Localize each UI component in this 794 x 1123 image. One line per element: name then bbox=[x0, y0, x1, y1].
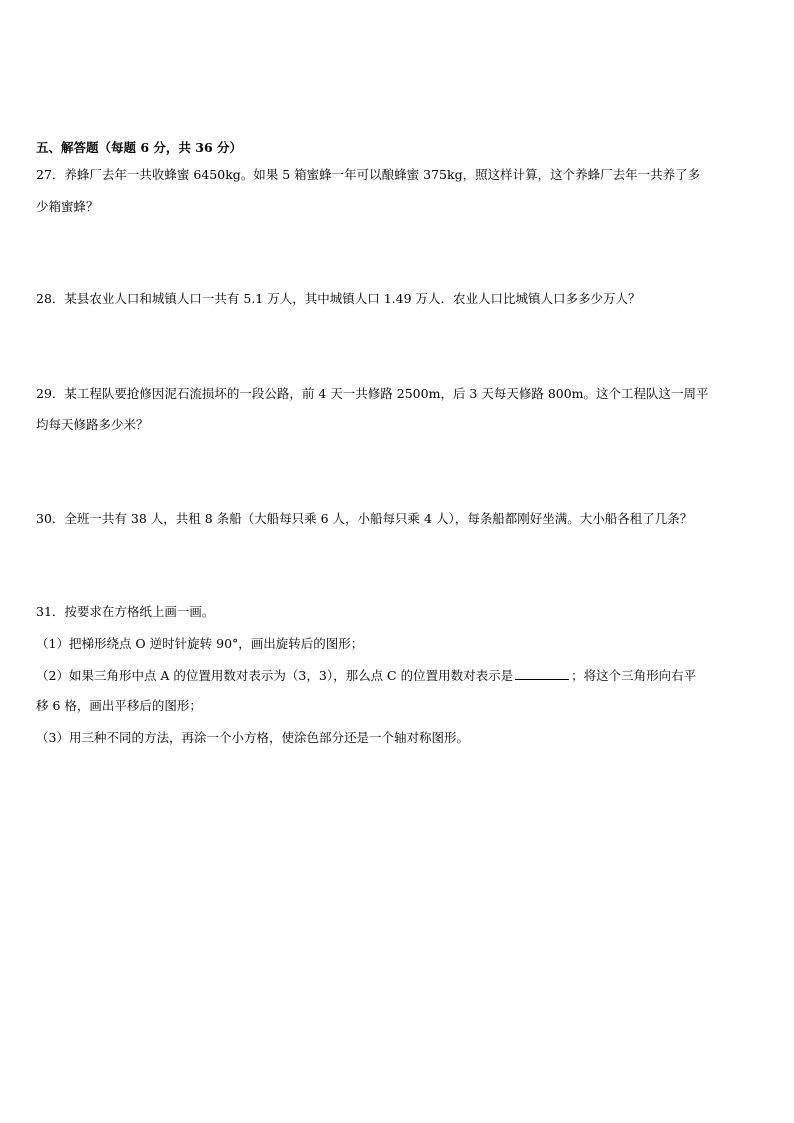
question-29-line-1: 29．某工程队要抢修因泥石流损坏的一段公路，前 4 天一共修路 2500m，后 3 天每天修路 800m。这个工程队这一周平 bbox=[36, 386, 709, 401]
question-28-line-1: 28．某县农业人口和城镇人口一共有 5.1 万人，其中城镇人口 1.49 万人．农业人口比城镇人口多多少万人？ bbox=[36, 291, 641, 306]
question-27-line-1: 27．养蜂厂去年一共收蜂蜜 6450kg。如果 5 箱蜜蜂一年可以酿蜂蜜 375kg，照这样计算，这个养蜂厂去年一共养了多 bbox=[36, 167, 701, 182]
question-31-sub-1: （1）把梯形绕点 O 逆时针旋转 90°，画出旋转后的图形； bbox=[36, 636, 364, 651]
question-31-sub-3: （3）用三种不同的方法，再涂一个小方格，使涂色部分还是一个轴对称图形。 bbox=[36, 730, 469, 745]
question-27-line-2: 少箱蜜蜂？ bbox=[36, 199, 99, 214]
question-31-sub-2-line-2: 移 6 格，画出平移后的图形； bbox=[36, 698, 202, 713]
question-31-sub-2 bbox=[36, 667, 696, 683]
question-29-line-2: 均每天修路多少米？ bbox=[36, 417, 149, 432]
question-31-sub-2-text-b: ；将这个三角形向右平 bbox=[571, 668, 697, 683]
question-31-sub-2-text-a: （2）如果三角形中点 A 的位置用数对表示为（3，3），那么点 C 的位置用数对表示是 bbox=[36, 668, 514, 683]
question-31-title: 31．按要求在方格纸上画一画。 bbox=[36, 604, 215, 619]
question-30-line-1: 30．全班一共有 38 人，共租 8 条船（大船每只乘 6 人，小船每只乘 4 人），每条船都刚好坐满。大小船各租了几条？ bbox=[36, 511, 693, 526]
section-header: 五、解答题（每题 6 分，共 36 分） bbox=[36, 140, 243, 155]
answer-blank[interactable] bbox=[515, 667, 569, 680]
